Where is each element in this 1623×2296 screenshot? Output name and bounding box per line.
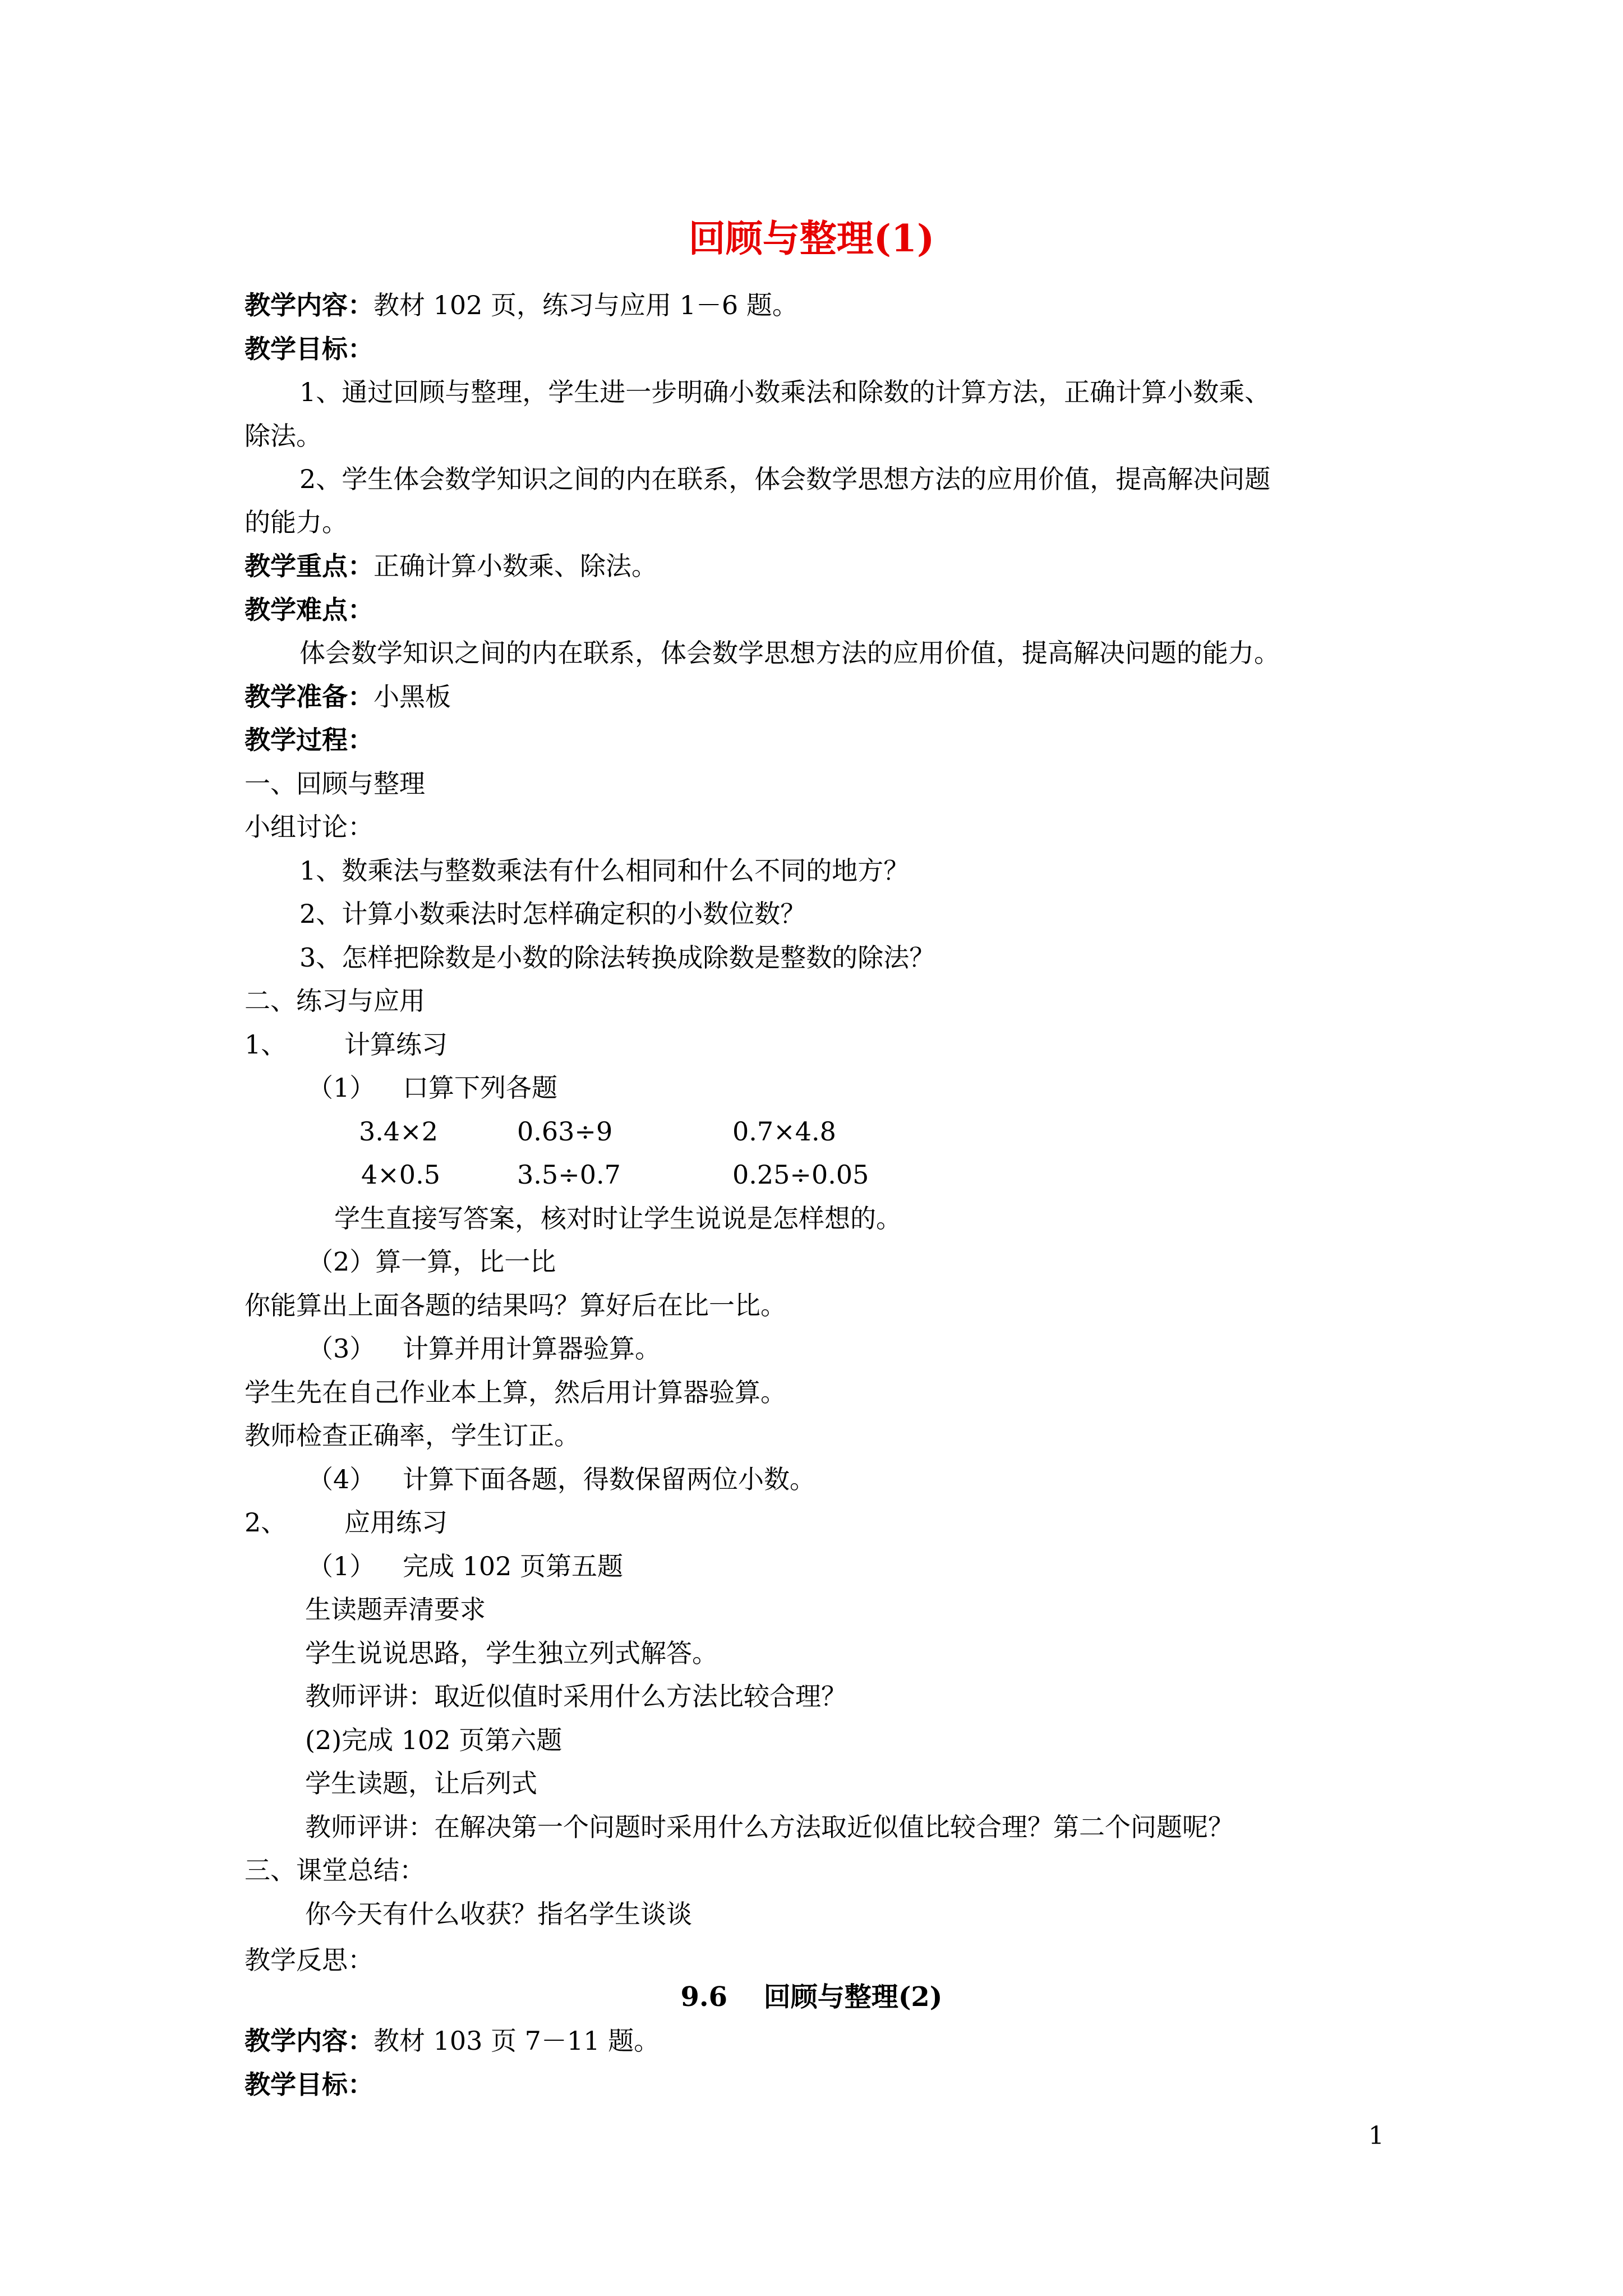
- discussion-question-2: 2、计算小数乘法时怎样确定积的小数位数？: [299, 899, 806, 929]
- discussion-question-3: 3、怎样把除数是小数的除法转换成除数是整数的除法？: [299, 942, 935, 973]
- section-3-heading: 三、课堂总结：: [245, 1855, 425, 1885]
- app-1-label: 完成 102 页第五题: [403, 1551, 624, 1581]
- section-3-text: 你今天有什么收获？指名学生谈谈: [305, 1899, 692, 1929]
- process-label: 教学过程：: [245, 725, 374, 755]
- page-number: 1: [1368, 2122, 1384, 2150]
- teaching-content-2-line: [245, 2024, 660, 2058]
- teaching-content-line: [245, 288, 798, 322]
- oral-problem: 3.5÷0.7: [517, 1159, 621, 1190]
- teaching-goals-label: 教学目标：: [245, 334, 374, 364]
- app-1-note-2: 学生说说思路，学生独立列式解答。: [305, 1638, 718, 1668]
- teaching-content-2-text: 教材 103 页 7－11 题。: [374, 2026, 660, 2056]
- sub-1-number: （1）: [307, 1073, 376, 1103]
- preparation-line: [245, 680, 451, 714]
- key-points-text: 正确计算小数乘、除法。: [374, 551, 657, 581]
- goal-1-line-1: 1、通过回顾与整理，学生进一步明确小数乘法和除数的计算方法，正确计算小数乘、: [299, 377, 1271, 407]
- item-2-number: 2、: [245, 1507, 287, 1538]
- section-1-heading: 一、回顾与整理: [245, 769, 425, 799]
- sub-2-note: 你能算出上面各题的结果吗？算好后在比一比。: [245, 1290, 786, 1320]
- document-title: 回顾与整理(1): [688, 217, 935, 260]
- preparation-text: 小黑板: [374, 682, 451, 712]
- item-1-label: 计算练习: [344, 1029, 448, 1060]
- item-2-label: 应用练习: [344, 1507, 448, 1538]
- group-discussion-label: 小组讨论：: [245, 812, 374, 842]
- section-subtitle: 9.6 回顾与整理(2): [680, 1981, 943, 2013]
- preparation-label: 教学准备：: [245, 682, 374, 712]
- difficulties-text: 体会数学知识之间的内在联系，体会数学思想方法的应用价值，提高解决问题的能力。: [299, 638, 1280, 668]
- app-1-number: （1）: [307, 1551, 376, 1581]
- sub-3-note-1: 学生先在自己作业本上算，然后用计算器验算。: [245, 1377, 786, 1407]
- sub-3-label: 计算并用计算器验算。: [403, 1333, 661, 1364]
- reflection-label: 教学反思：: [245, 1945, 374, 1975]
- sub-4-number: （4）: [307, 1464, 376, 1494]
- app-2-note-2: 教师评讲：在解决第一个问题时采用什么方法取近似值比较合理？第二个问题呢？: [305, 1812, 1234, 1842]
- teaching-content-label: 教学内容：: [245, 290, 374, 320]
- key-points-label: 教学重点：: [245, 551, 374, 581]
- app-2-note-1: 学生读题，让后列式: [305, 1768, 537, 1798]
- item-1-number: 1、: [245, 1029, 287, 1060]
- sub-3-note-2: 教师检查正确率，学生订正。: [245, 1420, 580, 1451]
- key-points-line: [245, 549, 657, 583]
- app-1-note-3: 教师评讲：取近似值时采用什么方法比较合理？: [305, 1681, 847, 1711]
- teaching-content-2-label: 教学内容：: [245, 2026, 374, 2056]
- goal-1-line-2: 除法。: [245, 421, 322, 451]
- goal-2-line-2: 的能力。: [245, 507, 348, 537]
- sub-1-note: 学生直接写答案，核对时让学生说说是怎样想的。: [334, 1203, 902, 1234]
- app-1-note-1: 生读题弄清要求: [305, 1594, 486, 1625]
- teaching-goals-2-label: 教学目标：: [245, 2069, 374, 2100]
- discussion-question-1: 1、数乘法与整数乘法有什么相同和什么不同的地方？: [299, 855, 910, 886]
- oral-problem: 3.4×2: [359, 1116, 438, 1147]
- oral-problem: 4×0.5: [361, 1159, 440, 1190]
- sub-4-label: 计算下面各题，得数保留两位小数。: [403, 1464, 815, 1494]
- sub-2-heading: （2）算一算，比一比: [307, 1246, 556, 1277]
- teaching-content-text: 教材 102 页，练习与应用 1－6 题。: [374, 290, 798, 320]
- section-2-heading: 二、练习与应用: [245, 986, 425, 1016]
- app-2-heading: (2)完成 102 页第六题: [305, 1725, 562, 1755]
- sub-3-number: （3）: [307, 1333, 376, 1364]
- oral-problem: 0.7×4.8: [732, 1116, 836, 1147]
- goal-2-line-1: 2、学生体会数学知识之间的内在联系，体会数学思想方法的应用价值，提高解决问题: [299, 464, 1271, 494]
- difficulties-label: 教学难点：: [245, 595, 374, 625]
- oral-problem: 0.25÷0.05: [732, 1159, 869, 1190]
- oral-problem: 0.63÷9: [517, 1116, 613, 1147]
- sub-1-label: 口算下列各题: [403, 1073, 557, 1103]
